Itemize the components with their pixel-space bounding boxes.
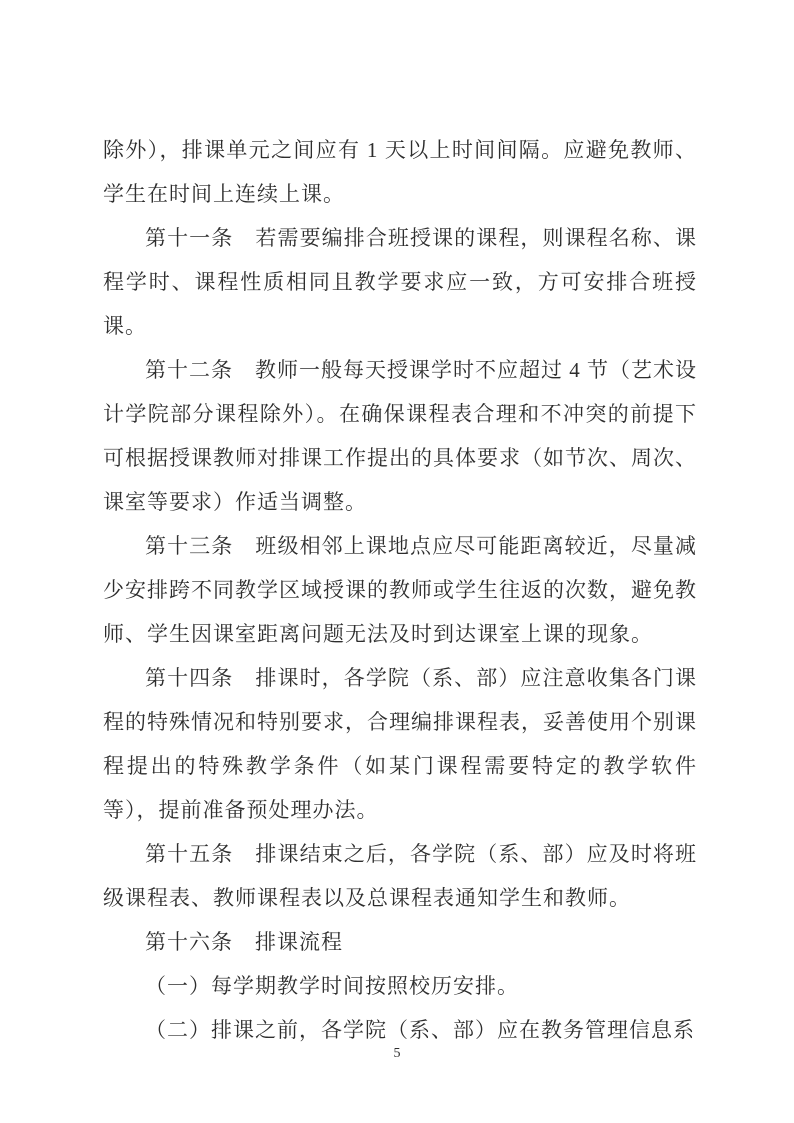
paragraph-item-2: （二）排课之前，各学院（系、部）应在教务管理信息系 <box>145 1018 695 1042</box>
paragraph-article-14: 第十四条 排课时，各学院（系、部）应注意收集各门课程的特殊情况和特别要求，合理编排课程表，妥善使用个别课程提出的特殊教学条件（如某门课程需要特定的教学软件等），提前准备预处理办法。 <box>103 666 697 822</box>
page-footer <box>0 1044 794 1064</box>
paragraph-article-13: 第十三条 班级相邻上课地点应尽可能距离较近，尽量减少安排跨不同教学区域授课的教师或学生往返的次数，避免教师、学生因课室距离问题无法及时到达课室上课的现象。 <box>103 534 697 646</box>
paragraph-continuation: 除外），排课单元之间应有 1 天以上时间间隔。应避免教师、学生在时间上连续上课。 <box>103 138 697 206</box>
paragraph-item-1: （一）每学期教学时间按照校历安排。 <box>145 974 519 998</box>
paragraph-article-11: 第十一条 若需要编排合班授课的课程，则课程名称、课程学时、课程性质相同且教学要求应一致，方可安排合班授课。 <box>103 226 697 338</box>
document-body <box>103 128 697 1052</box>
paragraph-article-15: 第十五条 排课结束之后，各学院（系、部）应及时将班级课程表、教师课程表以及总课程表通知学生和教师。 <box>103 842 697 910</box>
paragraph-article-12: 第十二条 教师一般每天授课学时不应超过 4 节（艺术设计学院部分课程除外）。在确保课程表合理和不冲突的前提下可根据授课教师对排课工作提出的具体要求（如节次、周次、课室等要求）作适当调整。 <box>103 358 697 514</box>
paragraph-article-16: 第十六条 排课流程 <box>145 930 343 954</box>
page-number: 5 <box>393 1046 401 1061</box>
